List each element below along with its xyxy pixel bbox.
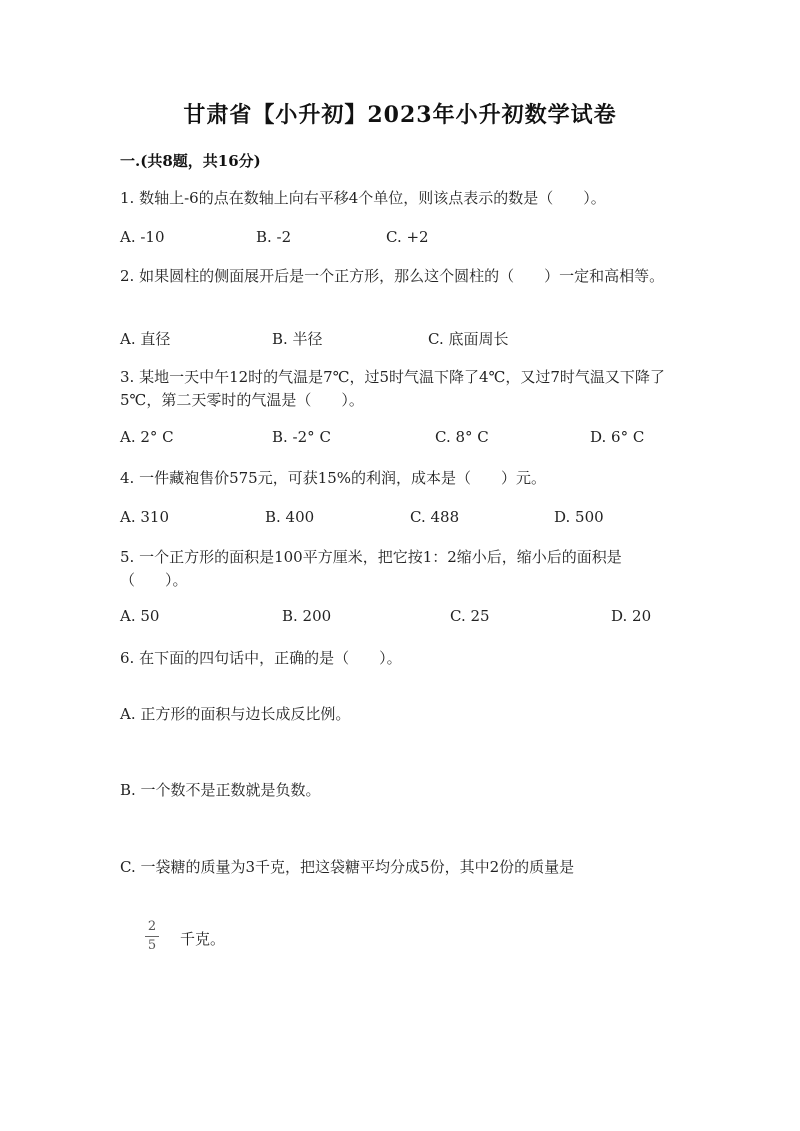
question-5-option-a[interactable]: A. 50 <box>120 607 160 625</box>
question-4: 4. 一件藏袍售价575元，可获15%的利润，成本是（ ）元。 <box>120 469 547 487</box>
question-2-option-a[interactable]: A. 直径 <box>120 330 171 348</box>
question-6-option-a[interactable]: A. 正方形的面积与边长成反比例。 <box>120 705 351 723</box>
question-5-option-c[interactable]: C. 25 <box>450 607 490 625</box>
page-title: 甘肃省【小升初】2023年小升初数学试卷 <box>183 102 617 128</box>
question-4-option-a[interactable]: A. 310 <box>120 508 169 526</box>
fraction-unit: 千克。 <box>180 930 226 948</box>
question-3-option-d[interactable]: D. 6° C <box>590 428 645 446</box>
fraction-denominator: 5 <box>147 938 157 953</box>
question-2-option-c[interactable]: C. 底面周长 <box>428 330 509 348</box>
question-1-option-c[interactable]: C. +2 <box>386 228 429 246</box>
question-1-option-a[interactable]: A. -10 <box>120 228 165 246</box>
fraction-two-fifths <box>145 920 159 953</box>
fraction-numerator: 2 <box>147 919 157 934</box>
question-1: 1. 数轴上-6的点在数轴上向右平移4个单位，则该点表示的数是（ ）。 <box>120 189 606 207</box>
question-3-option-c[interactable]: C. 8° C <box>435 428 489 446</box>
question-2: 2. 如果圆柱的侧面展开后是一个正方形，那么这个圆柱的（ ）一定和高相等。 <box>120 267 665 285</box>
question-6-option-c[interactable]: C. 一袋糖的质量为3千克，把这袋糖平均分成5份，其中2份的质量是 <box>120 858 575 876</box>
question-5-option-d[interactable]: D. 20 <box>611 607 652 625</box>
section-heading: 一.(共8题，共16分) <box>120 152 261 170</box>
question-3-option-b[interactable]: B. -2° C <box>272 428 331 446</box>
question-6: 6. 在下面的四句话中，正确的是（ ）。 <box>120 649 402 667</box>
question-2-option-b[interactable]: B. 半径 <box>272 330 323 348</box>
question-3-option-a[interactable]: A. 2° C <box>120 428 174 446</box>
question-4-option-c[interactable]: C. 488 <box>410 508 460 526</box>
question-3: 3. 某地一天中午12时的气温是7℃，过5时气温下降了4℃，又过7时气温又下降了5℃，第二天零时的气温是（ ）。 <box>120 368 665 409</box>
question-5-option-b[interactable]: B. 200 <box>282 607 332 625</box>
fraction-bar <box>145 936 159 937</box>
question-5: 5. 一个正方形的面积是100平方厘米，把它按1：2缩小后，缩小后的面积是（ ）。 <box>120 548 622 589</box>
question-1-option-b[interactable]: B. -2 <box>256 228 292 246</box>
question-4-option-d[interactable]: D. 500 <box>554 508 604 526</box>
question-4-option-b[interactable]: B. 400 <box>265 508 315 526</box>
question-6-option-b[interactable]: B. 一个数不是正数就是负数。 <box>120 781 321 799</box>
